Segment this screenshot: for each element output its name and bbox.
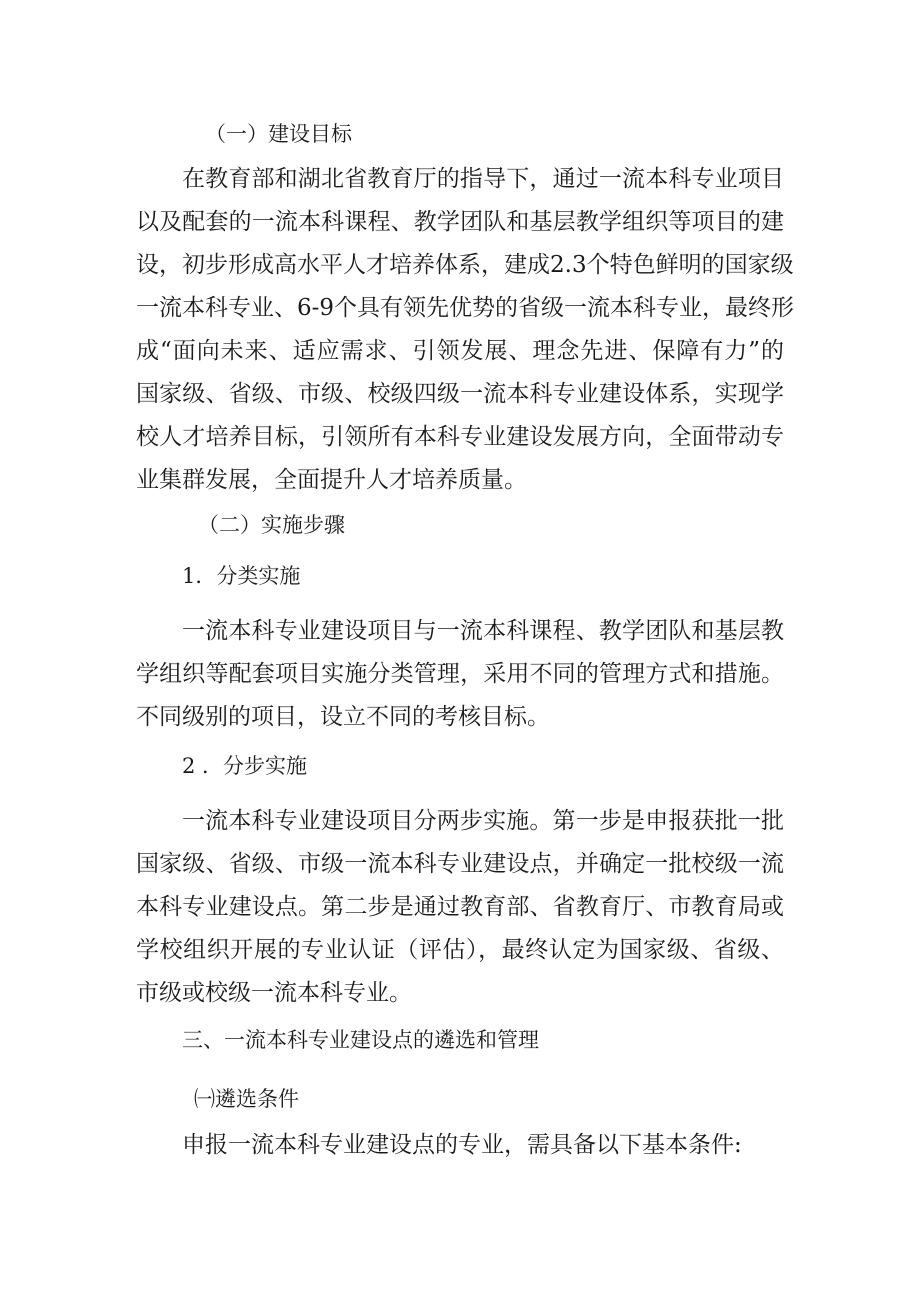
paragraph-line: 一流本科专业建设项目与一流本科课程、教学团队和基层教 — [182, 618, 784, 644]
paragraph-line: 申报一流本科专业建设点的专业，需具备以下基本条件: — [182, 1132, 742, 1158]
paragraph-line: 市级或校级一流本科专业。 — [136, 980, 412, 1006]
paragraph-line: 国家级、省级、市级一流本科专业建设点，并确定一批校级一流 — [136, 851, 784, 877]
paragraph-line: 业集群发展，全面提升人才培养质量。 — [136, 467, 527, 493]
step-title-classified-implementation: 1．分类实施 — [182, 564, 301, 588]
paragraph-line: 本科专业建设点。第二步是通过教育部、省教育厅、市教育局或 — [136, 894, 784, 920]
paragraph-line: 学校组织开展的专业认证（评估），最终认定为国家级、省级、 — [136, 937, 784, 963]
paragraph-line: 一流本科专业建设项目分两步实施。第一步是申报获批一批 — [182, 808, 784, 834]
paragraph-line: 在教育部和湖北省教育厅的指导下，通过一流本科专业项目 — [182, 166, 784, 192]
section-heading-implementation-steps: （二）实施步骤 — [198, 513, 345, 537]
paragraph-line: 一流本科专业、6-9个具有领先优势的省级一流本科专业，最终形 — [136, 295, 795, 321]
section-heading-construction-goals: （一）建设目标 — [205, 122, 352, 146]
paragraph-line: 学组织等配套项目实施分类管理，采用不同的管理方式和措施。 — [136, 661, 784, 687]
step-title-stepwise-implementation: 2 ．分步实施 — [182, 754, 308, 778]
paragraph-line: 国家级、省级、市级、校级四级一流本科专业建设体系，实现学 — [136, 381, 784, 407]
section-heading-selection-and-management: 三、一流本科专业建设点的遴选和管理 — [182, 1028, 539, 1052]
paragraph-line: 以及配套的一流本科课程、教学团队和基层教学组织等项目的建 — [136, 209, 784, 235]
paragraph-line: 校人才培养目标，引领所有本科专业建设发展方向，全面带动专 — [136, 424, 784, 450]
paragraph-line: 不同级别的项目，设立不同的考核目标。 — [136, 704, 550, 730]
paragraph-line: 成“面向未来、适应需求、引领发展、理念先进、保障有力”的 — [136, 338, 784, 364]
paragraph-line: 设，初步形成高水平人才培养体系，建成2.3个特色鲜明的国家级 — [136, 252, 794, 278]
sub-heading-selection-conditions: ㈠遴选条件 — [194, 1087, 299, 1111]
